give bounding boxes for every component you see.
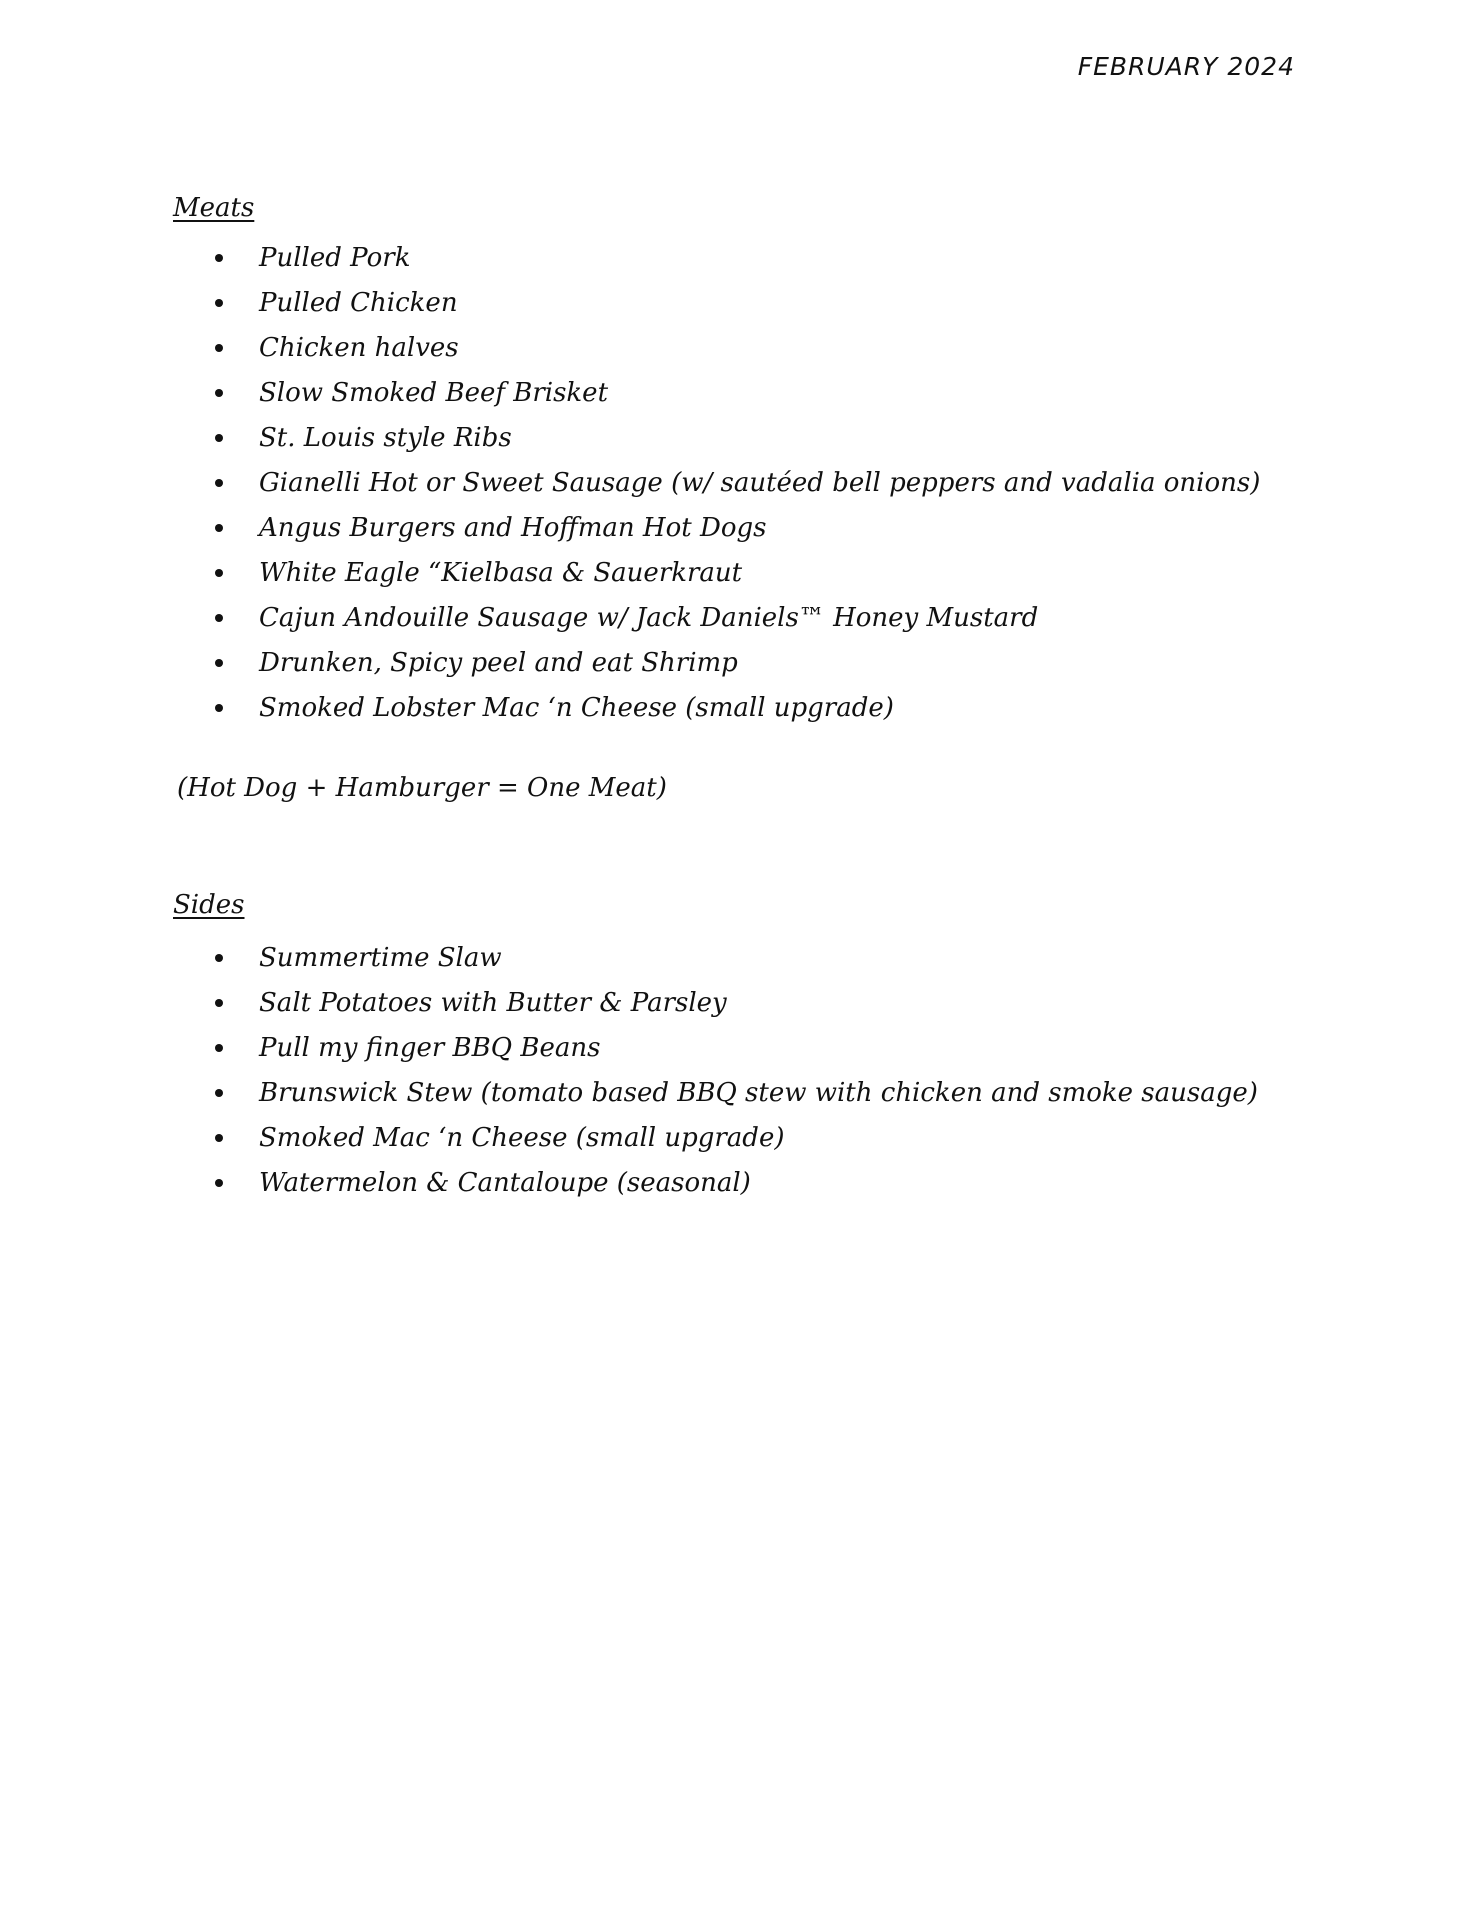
list-item-text: Chicken halves bbox=[259, 333, 459, 363]
sides-heading: Sides bbox=[173, 890, 245, 920]
list-item-text: White Eagle “Kielbasa & Sauerkraut bbox=[259, 558, 743, 588]
list-item-text: Smoked Lobster Mac ‘n Cheese (small upgrade) bbox=[259, 693, 894, 723]
list-item-text: Brunswick Stew (tomato based BBQ stew with chicken and smoke sausage) bbox=[259, 1078, 1258, 1108]
list-item-text: Watermelon & Cantaloupe (seasonal) bbox=[259, 1168, 751, 1198]
bullet-icon bbox=[215, 1044, 223, 1052]
list-item-text: Salt Potatoes with Butter & Parsley bbox=[259, 988, 727, 1018]
list-item-text: Gianelli Hot or Sweet Sausage (w/ sautéed bell peppers and vadalia onions) bbox=[259, 468, 1261, 498]
bullet-icon bbox=[215, 1089, 223, 1097]
bullet-icon bbox=[215, 434, 223, 442]
list-item-text: Cajun Andouille Sausage w/ Jack Daniels™ Honey Mustard bbox=[259, 603, 1039, 633]
meat-note: (Hot Dog + Hamburger = One Meat) bbox=[177, 773, 667, 803]
list-item-text: Pulled Pork bbox=[259, 243, 411, 273]
date-header: FEBRUARY 2024 bbox=[1077, 52, 1295, 81]
list-item-text: St. Louis style Ribs bbox=[259, 423, 512, 453]
list-item-text: Smoked Mac ‘n Cheese (small upgrade) bbox=[259, 1123, 785, 1153]
bullet-icon bbox=[215, 999, 223, 1007]
bullet-icon bbox=[215, 704, 223, 712]
list-item-text: Angus Burgers and Hoffman Hot Dogs bbox=[259, 513, 767, 543]
bullet-icon bbox=[215, 614, 223, 622]
bullet-icon bbox=[215, 389, 223, 397]
bullet-icon bbox=[215, 569, 223, 577]
meats-heading: Meats bbox=[173, 193, 255, 223]
bullet-icon bbox=[215, 659, 223, 667]
bullet-icon bbox=[215, 1179, 223, 1187]
list-item-text: Pulled Chicken bbox=[259, 288, 458, 318]
list-item-text: Pull my finger BBQ Beans bbox=[259, 1033, 601, 1063]
list-item-text: Slow Smoked Beef Brisket bbox=[259, 378, 609, 408]
bullet-icon bbox=[215, 1134, 223, 1142]
list-item-text: Summertime Slaw bbox=[259, 943, 502, 973]
bullet-icon bbox=[215, 299, 223, 307]
list-item-text: Drunken, Spicy peel and eat Shrimp bbox=[259, 648, 738, 678]
bullet-icon bbox=[215, 524, 223, 532]
bullet-icon bbox=[215, 479, 223, 487]
bullet-icon bbox=[215, 954, 223, 962]
bullet-icon bbox=[215, 344, 223, 352]
bullet-icon bbox=[215, 254, 223, 262]
